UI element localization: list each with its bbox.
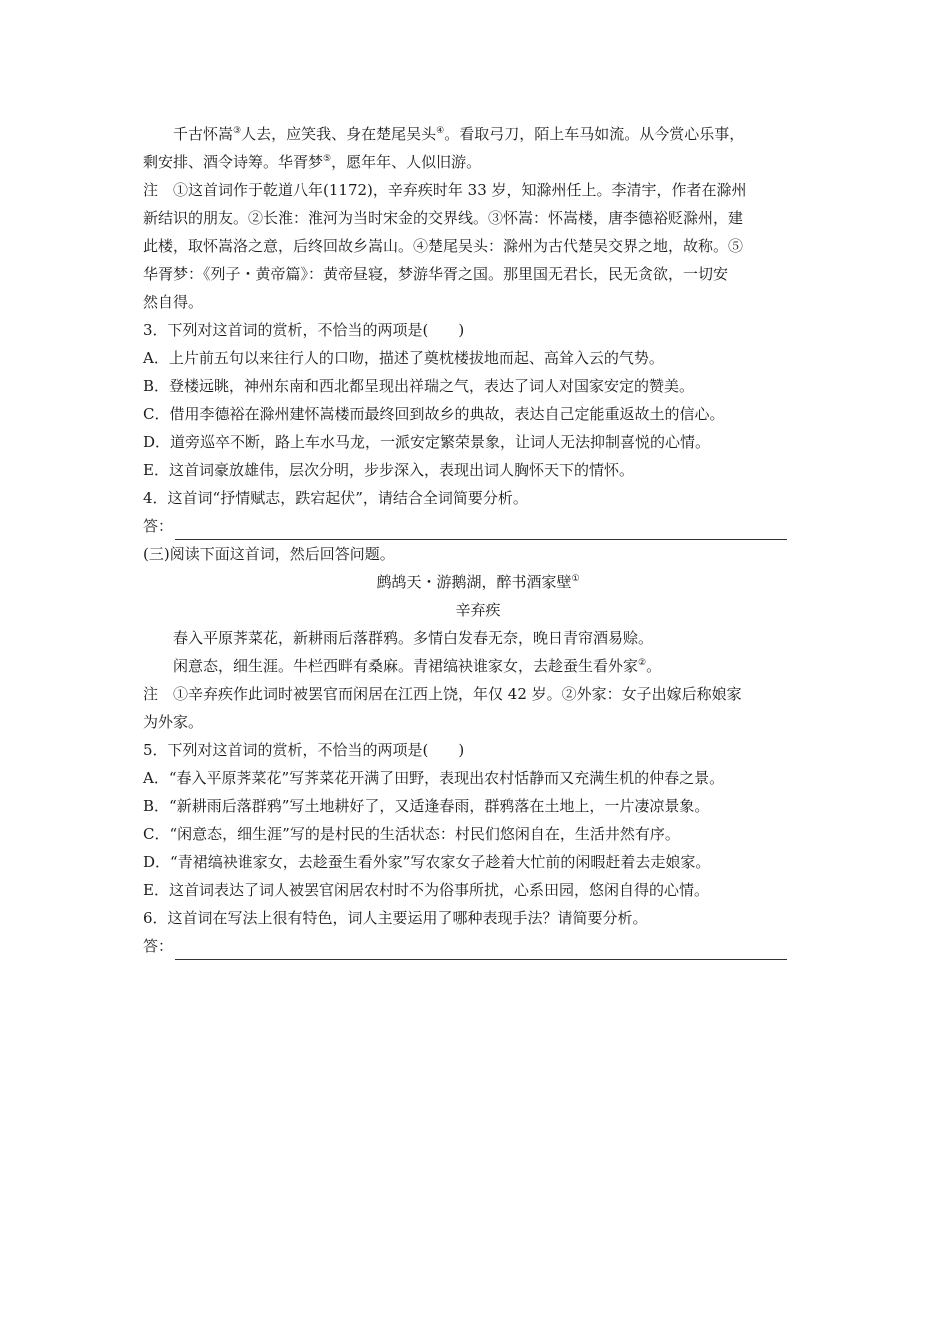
answer-row [143,932,813,960]
option-a: A．“春入平原荠菜花”写荠菜花开满了田野，表现出农村恬静而又充满生机的仲春之景。 [143,769,725,787]
note-line: 此楼，取怀嵩洛之意，后终回故乡嵩山。④楚尾吴头：滁州为古代楚吴交界之地，故称。⑤ [143,237,744,255]
answer-row [143,512,813,540]
question-stem: 5．下列对这首词的赏析，不恰当的两项是( ) [143,741,465,759]
answer-label: 答： [143,937,174,955]
option-a: A．上片前五句以来往行人的口吻，描述了奠枕楼拔地而起、高耸入云的气势。 [143,349,664,367]
option-c: C．“闲意态，细生涯”写的是村民的生活状态：村民们悠闲自在，生活井然有序。 [143,825,680,843]
question-4 [143,484,813,540]
option-d: D．道旁巡卒不断，路上车水马龙，一派安定繁荣景象，让词人无法抑制喜悦的心情。 [143,433,711,451]
option-e: E．这首词豪放雄伟，层次分明，步步深入，表现出词人胸怀天下的情怀。 [143,461,634,479]
note-line: 注 ①辛弃疾作此词时被罢官而闲居在江西上饶，年仅 42 岁。②外家：女子出嫁后称娘家 [143,685,742,703]
note1 [143,176,813,316]
footnote-marker: ② [638,658,647,668]
option-d: D．“青裙缟袂谁家女，去趁蚕生看外家”写农家女子趁着大忙前的闲暇赶着去走娘家。 [143,853,711,871]
note-line: 注 ①这首词作于乾道八年(1172)，辛弃疾时年 33 岁，知滁州任上。李清宇，作者在滁州 [143,181,747,199]
answer-label: 答： [143,517,174,535]
question-stem: 6．这首词在写法上很有特色，词人主要运用了哪种表现手法？请简要分析。 [143,909,648,927]
option-b: B．登楼远眺，神州东南和西北都呈现出祥瑞之气，表达了词人对国家安定的赞美。 [143,377,695,395]
question-stem: 4．这首词“抒情赋志，跌宕起伏”，请结合全词简要分析。 [143,489,528,507]
option-c: C．借用李德裕在滁州建怀嵩楼而最终回到故乡的典故，表达自己定能重返故土的信心。 [143,405,725,423]
note-line: 华胥梦：《列子・黄帝篇》：黄帝昼寝，梦游华胥之国。那里国无君长，民无贪欲，一切安 [143,265,729,283]
question-5 [143,736,813,904]
note2 [143,680,813,736]
note-line: 新结识的朋友。②长淮：淮河为当时宋金的交界线。③怀嵩：怀嵩楼，唐李德裕贬滁州，建 [143,209,744,227]
poem1-line2: 剩安排、酒令诗筹。华胥梦⑤，愿年年、人似旧游。 [143,153,482,171]
footnote-marker: ① [571,574,580,584]
option-b: B．“新耕雨后落群鸦”写土地耕好了，又适逢春雨，群鸦落在土地上，一片凄凉景象。 [143,797,710,815]
answer-blank[interactable] [175,521,787,540]
note-line: 然自得。 [143,293,204,311]
footnote-marker: ③ [233,126,242,136]
question-6 [143,904,813,960]
poem1-line1: 千古怀嵩③人去，应笑我、身在楚尾吴头④。看取弓刀，陌上车马如流。从今赏心乐事， [173,125,745,143]
poem2-line1: 春入平原荠菜花，新耕雨后落群鸦。多情白发春无奈，晚日青帘酒易赊。 [173,629,654,647]
answer-blank[interactable] [175,941,787,960]
footnote-marker: ④ [436,126,445,136]
question-stem: 3．下列对这首词的赏析，不恰当的两项是( ) [143,321,465,339]
question-3 [143,316,813,484]
poem2-line2: 闲意态，细生涯。牛栏西畔有桑麻。青裙缟袂谁家女，去趁蚕生看外家②。 [173,657,662,675]
document-content [143,120,813,960]
note-line: 为外家。 [143,713,204,731]
poem2-author: 辛弃疾 [455,601,501,619]
section-heading: (三)阅读下面这首词，然后回答问题。 [143,545,395,563]
option-e: E．这首词表达了词人被罢官闲居农村时不为俗事所扰，心系田园，悠闲自得的心情。 [143,881,709,899]
poem2-title: 鹧鸪天・游鹅湖，醉书酒家壁① [376,573,580,591]
footnote-marker: ⑤ [323,154,332,164]
